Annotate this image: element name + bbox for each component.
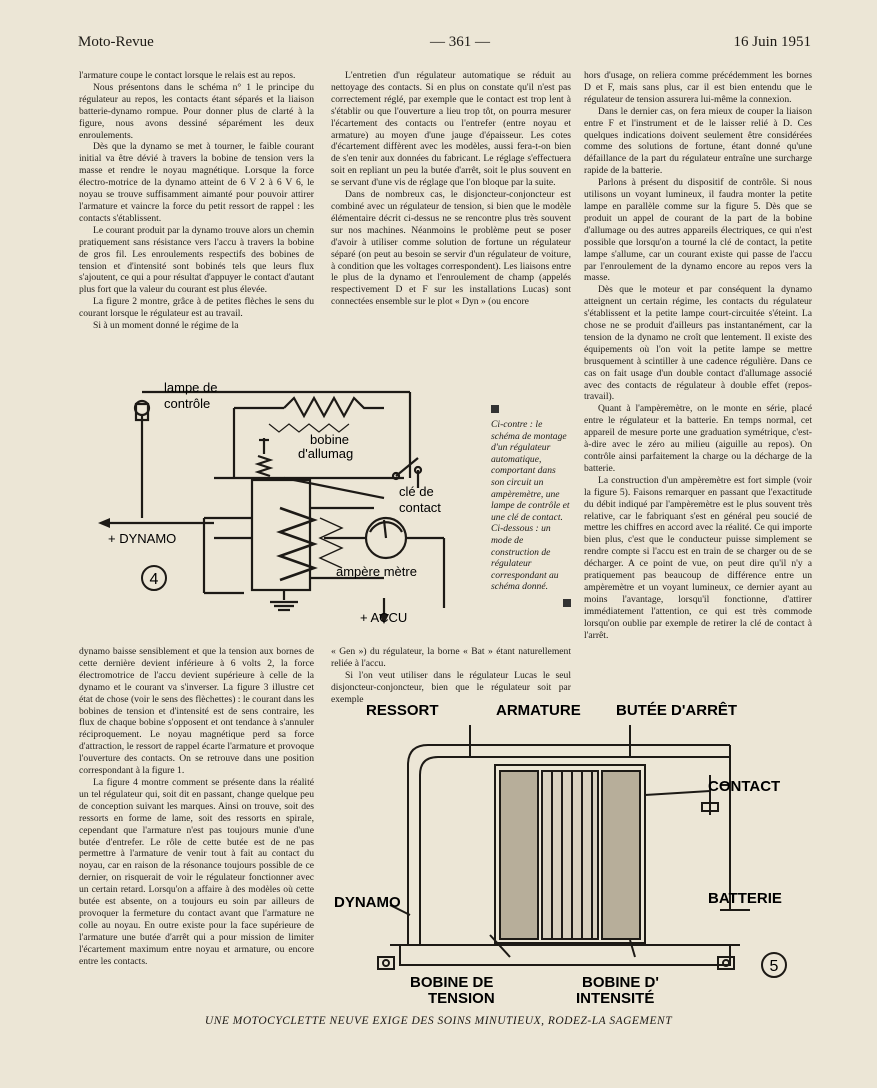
- label-ressort: RESSORT: [366, 702, 439, 719]
- column-2-top: [331, 70, 571, 366]
- label-accu: + ACCU: [360, 610, 408, 625]
- label-contact: CONTACT: [708, 778, 781, 795]
- paragraph: Parlons à présent du dispositif de contrôle. Si nous utilisons un voyant lumineux, il faudra monter la petite lampe en parallèle comme sur la figure 5. Dès que se produit un appel de courant de la part de la bobine d'allumage ou des autres appareils électriques, ce qui n'est possible que lorsqu'on a tourné la clé de contact, la petite lampe s'allume, car un courant existe qui passe de l'accu par l'enroulement de la dynamo encore au repos vers la masse.: [584, 177, 812, 284]
- paragraph: Le courant produit par la dynamo trouve alors un chemin pratiquement sans résistance vers l'accu à travers la bobine de gros fil. Les enroulements respectifs des bobines de tension et d'intensité sont bobinés tels que leurs flux s'ajoutent, ce qui a pour résultat d'appuyer le contact d'autant plus fort que la valeur du courant est plus élevée.: [79, 224, 314, 296]
- paragraph: Dès que la dynamo se met à tourner, le faible courant initial va être dévié à travers la bobine de tension vers la masse et rendre le noyau magnétique. Lorsque la force électro-motrice de la dynamo atteint de 6 V 2 à 6 V 6, le noyau se trouve suffisamment aimanté pour pouvoir attirer l'armature et vaincre la force du petit ressort de rappel : les contacts s'établissent.: [79, 141, 314, 224]
- page-footer: UNE MOTOCYCLETTE NEUVE EXIGE DES SOINS MINUTIEUX, RODEZ-LA SAGEMENT: [204, 1015, 673, 1027]
- caption-text: Ci-contre : le schéma de montage d'un régulateur automatique, comportant dans son circuit un ampèremètre, une lampe de contrôle et une clé de contact. Ci-dessous : un mode de construction de régulateur correspondant au schéma donné.: [491, 419, 570, 593]
- label-bobine-intensite-1: BOBINE D': [582, 974, 659, 991]
- issue-date: 16 Juin 1951: [733, 34, 811, 50]
- paragraph: La figure 4 montre comment se présente dans la réalité un tel régulateur qui, soit dit en passant, change quelque peu de conception suivant les marques. Ainsi on trouve, soit des ressorts en forme de lame, soit des ressorts en spirale, cependant que l'armature n'est pas toujours munie d'une butée d'entrefer. Le rôle de cette butée est de ne pas permettre à l'armature de venir tout à fait au contact du noyau, car en raison de la résonance toujours possible de ce dernier, on risquerait de voir le régulateur fonctionner avec un certain retard. Lorsqu'on a affaire à des modèles où cette butée est absente, on a toujours eu soin par ailleurs de provoquer la fermeture du contact avant que l'armature ne colle au noyau. En outre existe pour la face supérieure de l'armature une butée d'arrêt qui a pour mission de limiter l'écartement maximum entre noyau et armature, ou encore entre les contacts.: [79, 776, 314, 967]
- label-key-1: clé de: [399, 484, 434, 499]
- bullet-square-icon: [491, 405, 499, 413]
- paragraph: « Gen ») du régulateur, la borne « Bat » étant naturellement reliée à l'accu.: [331, 646, 571, 669]
- page-number: — 361 —: [430, 34, 490, 50]
- label-bobine-intensite-2: INTENSITÉ: [576, 990, 655, 1007]
- label-bobine-tension-1: BOBINE DE: [410, 974, 494, 991]
- arrow-left-icon: [98, 518, 110, 528]
- label-armature: ARMATURE: [496, 702, 581, 719]
- label-batterie: BATTERIE: [708, 890, 782, 907]
- paragraph: Si à un moment donné le régime de la: [93, 320, 239, 332]
- paragraph: dynamo baisse sensiblement et que la tension aux bornes de cette dernière devient inférieure à 6 volts 2, la force électromotrice de l'accu devient supérieure à celle de la dynamo et le courant va s'inverser. La figure 3 illustre cet état de chose (voir le sens des flèchettes) : le courant dans les bobines de tension et d'intensité est de sens contraire, les flux de chaque bobine s'opposent et ont tendance à s'annuler réciproquement. Le noyau magnétique perd sa force d'attraction, le ressort de rappel écarte l'armature et provoque l'ouverture des contacts. On se retrouve dans une position correspondant à la figure 1.: [79, 646, 314, 777]
- paragraph: Dans le dernier cas, on fera mieux de couper la liaison entre F et l'instrument et de le laisser relié à D. Ces quelques indications doivent seulement être considérées comme des solutions de fortune, étant donné qu'une défaillance de la part du régulateur entraîne une surcharge rapide de la batterie.: [584, 105, 812, 177]
- label-lamp-1: lampe de: [164, 380, 218, 395]
- paragraph: Dès que le moteur et par conséquent la dynamo atteignent un certain régime, les contacts du régulateur s'établissent et la petite lampe court-circuitée s'éteint. La chose ne se produit d'ailleurs pas instantanément, car la tension de la dynamo ne croît que lentement. Il existe des équipements où l'on voit la petite lampe se mettre brusquement à scintiller à une cadence régulière. Dans ce cas on fait usage d'un double contact d'allumage associé avec des contacts de régulateur à double effet (repos-travail).: [584, 284, 812, 403]
- paragraph: L'entretien d'un régulateur automatique se réduit au nettoyage des contacts. Si en plus on constate qu'il n'est pas correctement réglé, par exemple que le contact est trop lent à s'établir ou que l'ouverture a lieu trop tôt, on pourra mesurer l'écartement des contacts ou l'entrefer (entre noyau et armature) au moyen d'une jauge d'épaisseur. Les cotes d'écartement diffèrent avec les modèles, aussi fera-t-on bien de s'en tenir aux données du fabricant. Le réglage s'effectuera soit en repliant un peu la butée d'arrêt, soit le plus souvent en se servant d'une vis de réglage que l'on bloque par la suite.: [331, 70, 571, 189]
- label-lamp-2: contrôle: [164, 396, 211, 411]
- column-1-bottom: [79, 646, 314, 1008]
- label-butee: BUTÉE D'ARRÊT: [616, 702, 738, 719]
- figure-5-number: 5: [769, 958, 779, 975]
- paragraph: Dans de nombreux cas, le disjoncteur-conjoncteur est combiné avec un régulateur de tension, si bien que le modèle élémentaire décrit ci-dessus ne se rencontre plus très souvent sur nos machines. Néanmoins le problème peut se poser d'avoir à utiliser comme solution de fortune un régulateur séparé (on peut au besoin se servir d'un régulateur de voiture, à condition que les voltages correspondent). Les liaisons entre le plus de la dynamo et l'enroulement de champ (appelés respectivement D et F sur les installations Lucas) sont connectées ensemble sur le plot « Dyn » (ou encore: [331, 189, 571, 308]
- page-header: [78, 34, 811, 58]
- paragraph: Quant à l'ampèremètre, on le monte en série, placé entre le régulateur et la batterie. En temps normal, cet appareil de mesure porte une graduation symétrique, c'est-à-dire avec le zéro au milieu (aiguille au repos). On contrôle ainsi parfaitement la charge ou la décharge de la batterie.: [584, 403, 812, 474]
- label-ammeter: ampère mètre: [336, 564, 417, 579]
- bullet-square-icon: [563, 599, 571, 607]
- paragraph: La figure 2 montre, grâce à de petites flèches le sens du courant lorsque le régulateur est au travail.: [79, 296, 314, 320]
- label-coil-2: d'allumag: [298, 446, 354, 461]
- figure-caption: [491, 405, 571, 619]
- column-2-bottom: [331, 646, 571, 705]
- figure-4-number: 4: [149, 571, 159, 588]
- paragraph: Si l'on veut utiliser dans le régulateur Lucas le seul disjoncteur-conjoncteur, bien que le régulateur soit par exemple: [331, 669, 571, 705]
- label-dynamo: + DYNAMO: [108, 531, 177, 546]
- paragraph: l'armature coupe le contact lorsque le relais est au repos.: [79, 70, 296, 81]
- paragraph: Nous présentons dans le schéma n° 1 le principe du régulateur au repos, les contacts étant séparés et la liaison batterie-dynamo rompue. Pour donner plus de clarté à la figure, nous avons dessiné séparément les deux enroulements.: [79, 81, 314, 141]
- paragraph: La construction d'un ampèremètre est fort simple (voir la figure 5). Faisons remarquer en passant que l'exactitude du débit indiqué par l'ampèremètre est le plus souvent très relative, car le fabriquant s'est en général peu soucié de mettre les chiffres en accord avec la réalité. Ce qui importe bien plus, c'est que le conducteur puisse simplement se rendre compte si l'accu est en train de se charger ou de se décharger. A ce point de vue, on peut dire qu'il n'y a pratiquement pas beaucoup de différence entre un ampèremètre et un voyant lumineux, ce dernier ayant au moins l'avantage, lorsqu'il fonctionne, d'attirer immédiatement l'attention, ce qui est très commode lorsqu'on oublie par exemple de retirer la clé de contact à l'arrêt.: [584, 474, 812, 641]
- figure-5-regulator-drawing: [330, 695, 810, 1005]
- figure-4-schematic: [84, 368, 489, 638]
- label-coil-1: bobine: [310, 432, 350, 447]
- column-1-top: [79, 70, 314, 366]
- label-dynamo: DYNAMO: [334, 894, 401, 911]
- label-key-2: contact: [399, 500, 441, 515]
- label-bobine-tension-2: TENSION: [428, 990, 495, 1007]
- paragraph: hors d'usage, on reliera comme précédemment les bornes D et F, mais sans plus, car il est bien entendu que le régulateur de tension assurera lui-même la connexion.: [584, 70, 812, 105]
- journal-name: Moto-Revue: [78, 34, 154, 50]
